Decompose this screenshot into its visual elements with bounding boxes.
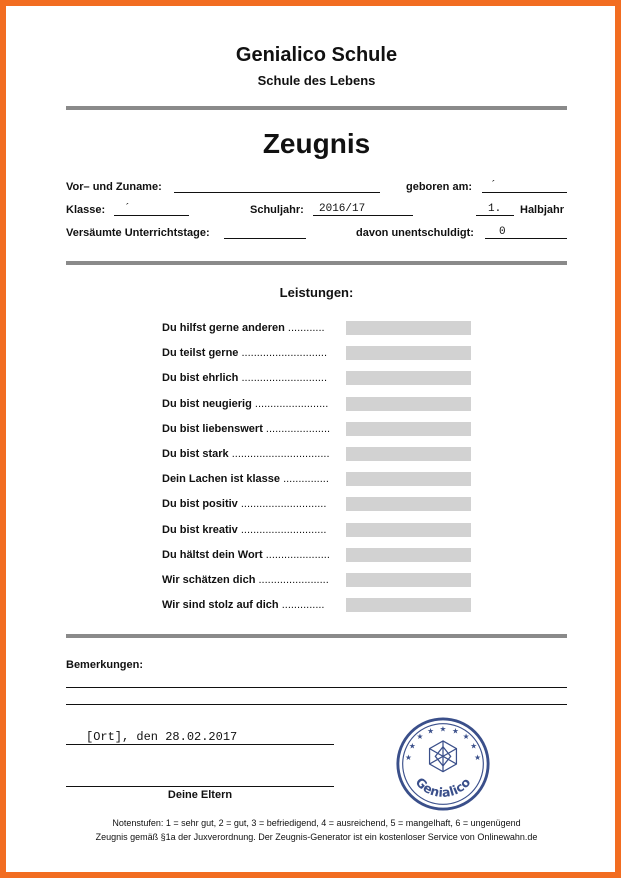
performance-item-dots: ..................... <box>265 548 330 561</box>
performance-grade-box[interactable] <box>346 397 471 411</box>
stamp-snowflake-icon <box>430 741 457 772</box>
performance-grade-box[interactable] <box>346 598 471 612</box>
performance-item-text: Du hältst dein Wort <box>162 548 263 561</box>
performance-item-text: Wir schätzen dich <box>162 574 256 586</box>
signature-line[interactable] <box>66 786 334 787</box>
birth-label: geboren am: <box>406 181 473 193</box>
performance-grade-box[interactable] <box>346 497 471 511</box>
performance-item-text: Du bist ehrlich <box>162 372 239 385</box>
missed-days-label: Versäumte Unterrichtstage: <box>66 227 210 239</box>
performance-grade-box[interactable] <box>346 422 471 436</box>
school-name: Genialico Schule <box>235 44 398 66</box>
performance-label <box>162 599 325 611</box>
performance-item-dots: ............................ <box>241 347 328 360</box>
performance-item-text: Du teilst gerne <box>162 347 239 360</box>
performance-heading: Leistungen: <box>279 285 354 300</box>
unexcused-field[interactable]: 0 <box>485 225 567 239</box>
place-date-value: [Ort], den 28.02.2017 <box>86 730 238 744</box>
performance-label <box>162 473 329 485</box>
performance-label <box>162 524 326 536</box>
performance-item-dots: ........................ <box>254 397 329 410</box>
svg-text:★: ★ <box>404 753 412 763</box>
performance-label <box>162 549 330 561</box>
school-year-label: Schuljahr: <box>250 204 304 216</box>
birth-field[interactable]: ´ <box>482 179 567 193</box>
performance-item-text: Du bist neugierig <box>162 397 252 410</box>
half-year-field[interactable]: 1. <box>476 202 514 216</box>
name-label: Vor– und Zuname: <box>66 181 162 193</box>
performance-item-dots: ....................... <box>258 574 329 586</box>
performance-label <box>162 423 330 435</box>
legal-note: Zeugnis gemäß §1a der Juxverordnung. Der Zeugnis-Generator ist ein kostenloser Service von Onlinewahn.de <box>95 832 538 842</box>
class-label: Klasse: <box>66 204 106 216</box>
performance-item-text: Du bist positiv <box>162 498 238 511</box>
svg-text:★: ★ <box>470 741 478 751</box>
svg-text:★: ★ <box>474 753 482 763</box>
svg-text:★: ★ <box>452 726 459 736</box>
performance-item-dots: ................................ <box>231 448 330 460</box>
performance-grade-box[interactable] <box>346 447 471 461</box>
remarks-label: Bemerkungen: <box>66 659 144 671</box>
fields-divider <box>66 261 567 265</box>
performance-item-dots: ............................ <box>241 372 328 385</box>
school-stamp <box>395 716 491 812</box>
performance-item-text: Du hilfst gerne anderen <box>162 322 285 334</box>
performance-item-dots: ............... <box>283 473 329 486</box>
performance-item-text: Wir sind stolz auf dich <box>162 599 279 612</box>
grades-note: Notenstufen: 1 = sehr gut, 2 = gut, 3 = befriedigend, 4 = ausreichend, 5 = mangelhaft, 6 = ungenügend <box>112 818 521 828</box>
performance-item-text: Dein Lachen ist klasse <box>162 473 280 486</box>
remarks-line-1[interactable] <box>66 687 567 688</box>
missed-days-field[interactable] <box>224 225 306 239</box>
performance-grade-box[interactable] <box>346 321 471 335</box>
performance-grade-box[interactable] <box>346 523 471 537</box>
performance-grade-box[interactable] <box>346 346 471 360</box>
performance-grade-box[interactable] <box>346 573 471 587</box>
svg-text:★: ★ <box>427 726 434 736</box>
svg-text:★: ★ <box>462 732 470 742</box>
performance-divider <box>66 634 567 638</box>
school-motto: Schule des Lebens <box>257 73 376 88</box>
performance-item-dots: ............ <box>287 322 325 334</box>
remarks-line-2[interactable] <box>66 704 567 705</box>
unexcused-label: davon unentschuldigt: <box>356 227 474 239</box>
class-field[interactable]: ´ <box>114 202 189 216</box>
place-date-line[interactable] <box>66 744 334 745</box>
performance-label <box>162 574 329 586</box>
performance-label <box>162 372 327 384</box>
performance-item-dots: ............................ <box>240 523 327 536</box>
header-divider <box>66 106 567 110</box>
svg-text:★: ★ <box>408 741 416 751</box>
performance-grade-box[interactable] <box>346 548 471 562</box>
performance-label <box>162 448 330 460</box>
performance-label <box>162 398 328 410</box>
performance-label <box>162 347 327 359</box>
svg-text:★: ★ <box>439 724 447 734</box>
school-year-field[interactable]: 2016/17 <box>313 202 413 216</box>
performance-item-text: Du bist kreativ <box>162 523 238 536</box>
stamp-text: Genialico <box>412 774 474 801</box>
performance-label <box>162 322 325 334</box>
svg-text:Genialico <box>413 774 474 800</box>
performance-grade-box[interactable] <box>346 472 471 486</box>
performance-item-dots: ............................ <box>240 498 327 511</box>
parents-label: Deine Eltern <box>167 789 233 801</box>
performance-item-text: Du bist liebenswert <box>162 422 263 435</box>
name-field[interactable] <box>174 179 380 193</box>
half-year-label: Halbjahr <box>520 204 565 216</box>
performance-item-dots: .............. <box>281 599 325 612</box>
performance-item-dots: ..................... <box>265 422 331 435</box>
performance-grade-box[interactable] <box>346 371 471 385</box>
document-title: Zeugnis <box>262 128 371 159</box>
svg-text:★: ★ <box>416 732 424 742</box>
performance-item-text: Du bist stark <box>162 448 229 460</box>
performance-label <box>162 498 326 510</box>
